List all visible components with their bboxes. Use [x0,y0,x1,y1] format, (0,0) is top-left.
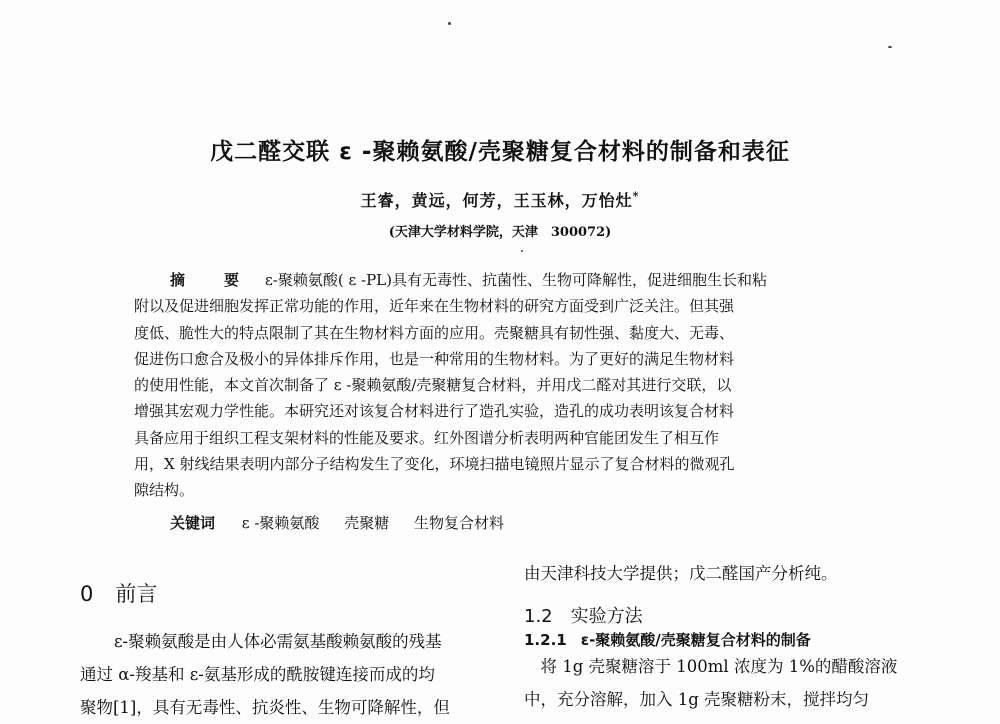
keyword: 壳聚糖 [344,514,390,532]
body-line: 通过 α-羧基和 ε-氨基形成的酰胺键连接而成的均 [80,665,435,684]
keywords [170,512,524,533]
section-title: 前言 [115,582,158,606]
right-column-body [524,650,924,716]
paper-title: 戊二醛交联 ε -聚赖氨酸/壳聚糖复合材料的制备和表征 [210,139,790,165]
keyword: 生物复合材料 [413,514,504,532]
abstract-line: 隙结构。 [134,481,195,500]
abstract-line: 用，X 射线结果表明内部分子结构发生了变化，环境扫描电镜照片显示了复合材料的微观孔 [134,455,735,474]
section-heading-introduction [80,578,157,608]
abstract-line: 增强其宏观力学性能。本研究还对该复合材料进行了造孔实验，造孔的成功表明该复合材料 [134,402,735,421]
body-line: 中，充分溶解，加入 1g 壳聚糖粉末，搅拌均匀 [524,690,870,709]
scan-speck [448,22,451,25]
abstract-line: 附以及促进细胞发挥正常功能的作用，近年来在生物材料的研究方面受到广泛关注。但其强 [134,297,735,316]
section-number: 1.2 [524,606,553,627]
abstract-line: 的使用性能，本文首次制备了 ε -聚赖氨酸/壳聚糖复合材料，并用戊二醛对其进行交联，以 [134,376,732,395]
keyword: ε -聚赖氨酸 [241,514,320,532]
keywords-label: 关键词 [170,514,216,532]
abstract-line [134,267,872,293]
abstract-line: 促进伤口愈合及极小的异体排斥作用，也是一种常用的生物材料。为了更好的满足生物材料 [134,349,735,368]
affiliation: (天津大学材料学院，天津 300072) [388,225,612,240]
section-number: 0 [80,582,94,606]
subsection-number: 1.2.1 [524,631,567,649]
right-column-carryover: 由天津科技大学提供；戊二醛国产分析纯。 [524,564,838,583]
body-line: ε-聚赖氨酸是由人体必需氨基酸赖氨酸的残基 [114,632,442,651]
left-column-body [80,625,490,724]
abstract-text: ε-聚赖氨酸( ε -PL)具有无毒性、抗菌性、生物可降解性，促进细胞生长和粘 [265,271,767,289]
scan-speck [888,46,892,48]
body-line: 聚物[1]，具有无毒性、抗炎性、生物可降解性，但 [80,698,450,717]
author-names: 王睿，黄远，何芳，王玉林，万怡灶 [360,191,633,210]
subsection-title: ε-聚赖氨酸/壳聚糖复合材料的制备 [580,631,811,649]
section-title: 实验方法 [570,606,643,627]
abstract-label: 摘 要 [170,271,252,289]
body-line: 将 1g 壳聚糖溶于 100ml 浓度为 1%的醋酸溶液 [524,657,898,676]
author-list [0,188,1000,211]
corresponding-mark: * [632,189,640,203]
abstract-line: 度低、脆性大的特点限制了其在生物材料方面的应用。壳聚糖具有韧性强、黏度大、无毒、 [134,323,735,342]
abstract [134,267,872,504]
scan-speck [521,250,523,252]
section-heading-methods [524,602,643,628]
abstract-line: 具备应用于组织工程支架材料的性能及要求。红外图谱分析表明两种官能团发生了相互作 [134,428,720,447]
subsection-heading [524,629,811,650]
